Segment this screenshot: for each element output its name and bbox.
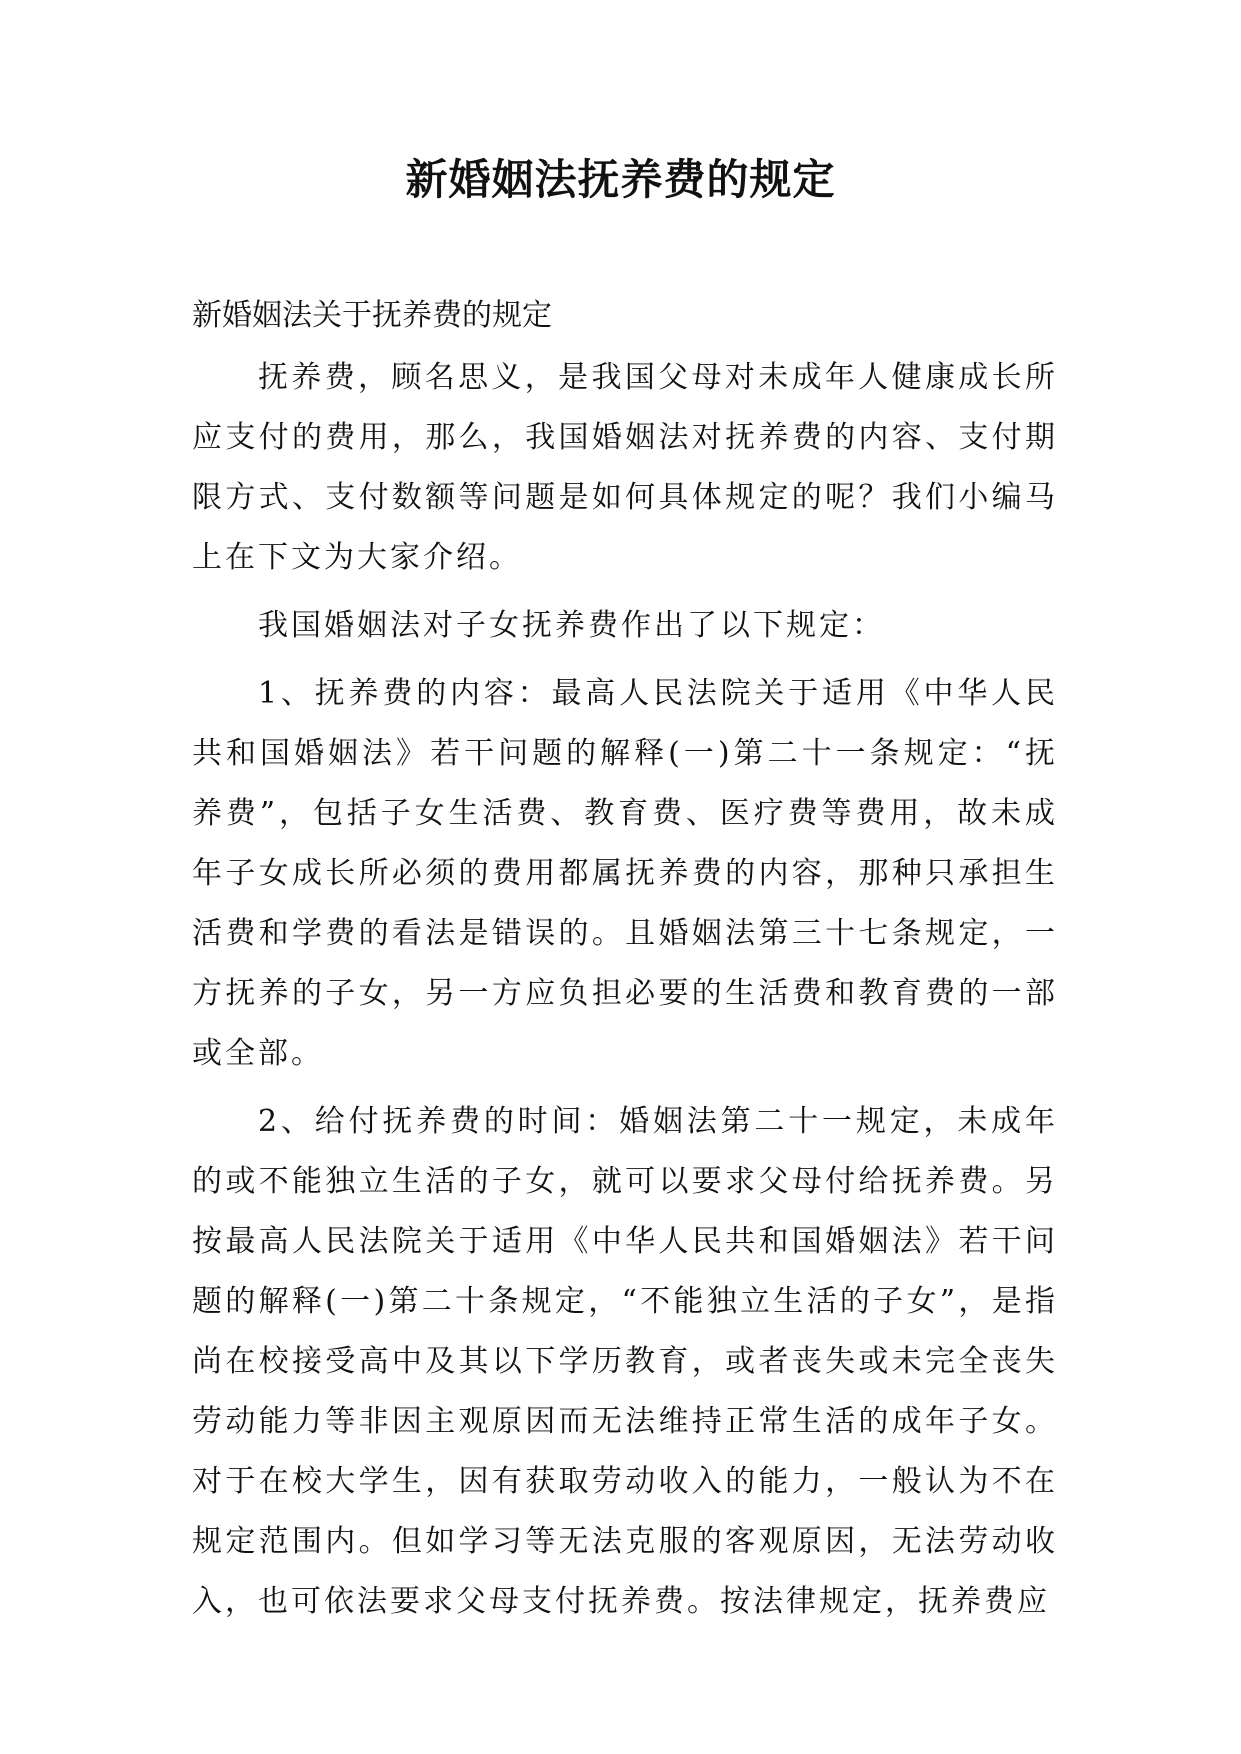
paragraph-item-1: 1、抚养费的内容：最高人民法院关于适用《中华人民共和国婚姻法》若干问题的解释(一)第二十一条规定：“抚养费”，包括子女生活费、教育费、医疗费等费用，故未成年子女成长所必须的费用都属抚养费的内容，那种只承担生活费和学费的看法是错误的。且婚姻法第三十七条规定，一方抚养的子女，另一方应负担必要的生活费和教育费的一部或全部。 [192,676,1058,1071]
document-title: 新婚姻法抚养费的规定 [405,155,836,204]
document-subtitle: 新婚姻法关于抚养费的规定 [192,298,552,333]
document-body [192,348,1058,1640]
paragraph-item-2: 2、给付抚养费的时间：婚姻法第二十一规定，未成年的或不能独立生活的子女，就可以要求父母付给抚养费。另按最高人民法院关于适用《中华人民共和国婚姻法》若干问题的解释(一)第二十条规定，“不能独立生活的子女”，是指尚在校接受高中及其以下学历教育，或者丧失或未完全丧失劳动能力等非因主观原因而无法维持正常生活的成年子女。对于在校大学生，因有获取劳动收入的能力，一般认为不在规定范围内。但如学习等无法克服的客观原因，无法劳动收入，也可依法要求父母支付抚养费。按法律规定，抚养费应 [192,1104,1058,1619]
paragraph-intro: 抚养费，顾名思义，是我国父母对未成年人健康成长所应支付的费用，那么，我国婚姻法对抚养费的内容、支付期限方式、支付数额等问题是如何具体规定的呢？我们小编马上在下文为大家介绍。 [192,360,1058,575]
paragraph-provisions-lead: 我国婚姻法对子女抚养费作出了以下规定： [258,608,885,643]
